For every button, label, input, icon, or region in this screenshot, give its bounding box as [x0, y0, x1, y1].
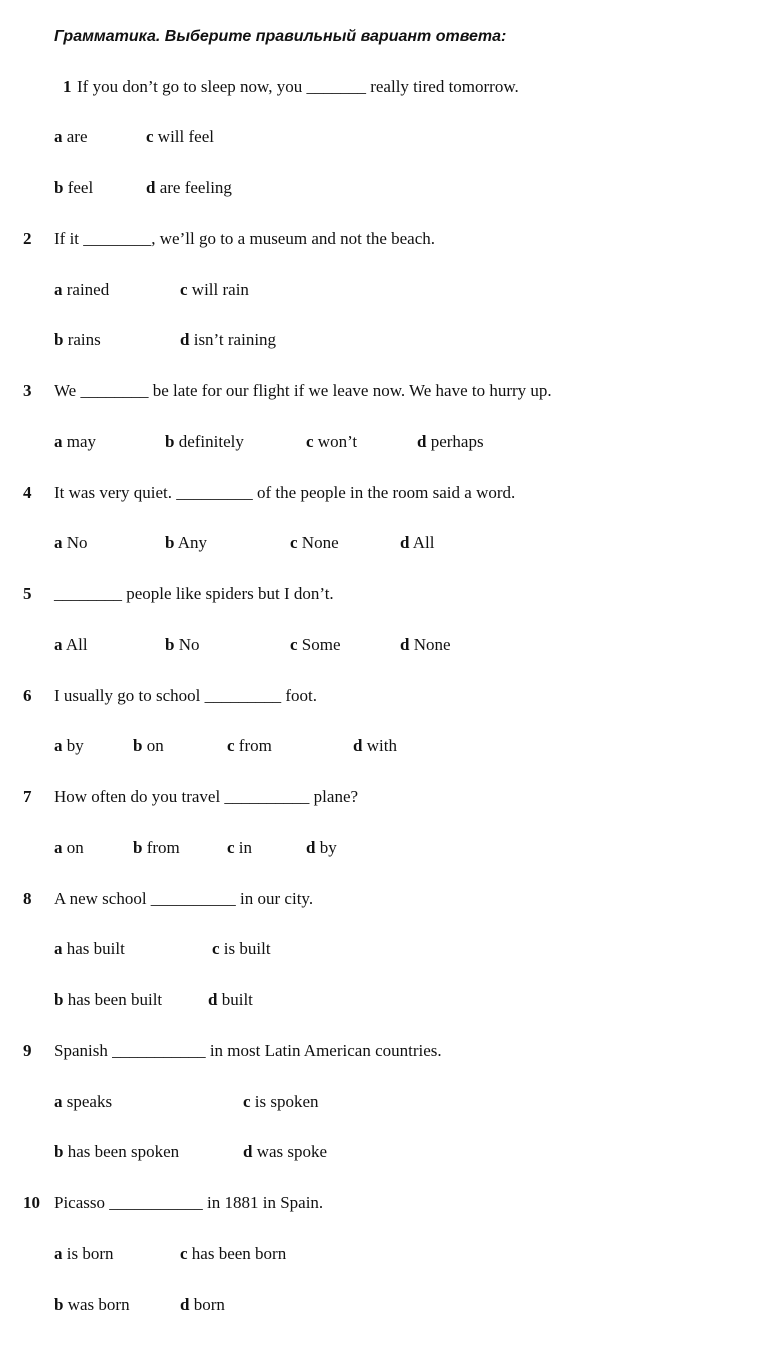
option-text: by	[319, 838, 337, 857]
question-text: A new school __________ in our city.	[54, 889, 314, 908]
option-letter: d	[400, 533, 410, 552]
question-number: 5	[23, 584, 32, 603]
option-text: on	[146, 736, 164, 755]
option-d[interactable]	[417, 432, 484, 452]
option-text: in	[238, 838, 253, 857]
question-text: Picasso ___________ in 1881 in Spain.	[54, 1193, 324, 1212]
option-letter: d	[400, 635, 410, 654]
question-text: How often do you travel __________ plane?	[54, 787, 359, 806]
option-c[interactable]	[227, 838, 252, 858]
option-text: isn’t raining	[193, 330, 277, 349]
option-text: No	[66, 533, 88, 552]
question-number: 2	[23, 229, 32, 248]
option-d[interactable]	[180, 330, 276, 350]
question-text: It was very quiet. _________ of the people in the room said a word.	[54, 483, 516, 502]
option-c[interactable]	[290, 635, 341, 655]
question-text: If you don’t go to sleep now, you _______ really tired tomorrow.	[77, 77, 519, 96]
option-b[interactable]	[133, 838, 180, 858]
option-text: by	[66, 736, 84, 755]
option-letter: c	[146, 127, 154, 146]
option-a[interactable]	[54, 838, 84, 858]
option-letter: d	[417, 432, 427, 451]
option-letter: b	[165, 635, 175, 654]
option-letter: c	[290, 533, 298, 552]
option-letter: c	[306, 432, 314, 451]
option-b[interactable]	[133, 736, 164, 756]
option-text: None	[301, 533, 339, 552]
option-letter: a	[54, 635, 63, 654]
option-text: was born	[67, 1295, 130, 1314]
option-text: Any	[177, 533, 208, 552]
option-d[interactable]	[400, 635, 451, 655]
option-letter: b	[133, 838, 143, 857]
option-text: will feel	[157, 127, 214, 146]
option-d[interactable]	[208, 990, 253, 1010]
question-number: 7	[23, 787, 32, 806]
question-number: 10	[23, 1193, 40, 1212]
option-text: All	[412, 533, 435, 552]
option-c[interactable]	[146, 127, 214, 147]
question-text: ________ people like spiders but I don’t.	[54, 584, 334, 603]
option-text: was spoke	[256, 1142, 328, 1161]
option-text: born	[193, 1295, 225, 1314]
option-letter: a	[54, 127, 63, 146]
option-text: rained	[66, 280, 110, 299]
question-number: 1	[63, 77, 72, 96]
option-text: from	[238, 736, 272, 755]
option-a[interactable]	[54, 939, 125, 959]
option-b[interactable]	[165, 635, 200, 655]
option-text: All	[65, 635, 88, 654]
option-a[interactable]	[54, 1244, 114, 1264]
option-text: with	[366, 736, 397, 755]
option-a[interactable]	[54, 432, 96, 452]
option-b[interactable]	[54, 178, 93, 198]
option-letter: d	[353, 736, 363, 755]
option-text: has built	[66, 939, 125, 958]
option-d[interactable]	[353, 736, 397, 756]
question-text: If it ________, we’ll go to a museum and not the beach.	[54, 229, 435, 248]
option-text: is born	[66, 1244, 114, 1263]
option-letter: d	[306, 838, 316, 857]
option-text: are	[66, 127, 88, 146]
question-number: 6	[23, 686, 32, 705]
option-c[interactable]	[306, 432, 357, 452]
option-d[interactable]	[306, 838, 337, 858]
option-letter: a	[54, 838, 63, 857]
option-text: rains	[67, 330, 101, 349]
option-text: feel	[67, 178, 94, 197]
option-text: Some	[301, 635, 341, 654]
option-b[interactable]	[54, 1142, 179, 1162]
option-text: is spoken	[254, 1092, 319, 1111]
option-letter: b	[54, 1142, 64, 1161]
option-a[interactable]	[54, 635, 88, 655]
option-text: has been spoken	[67, 1142, 180, 1161]
option-c[interactable]	[212, 939, 271, 959]
option-letter: c	[227, 736, 235, 755]
option-letter: b	[133, 736, 143, 755]
option-a[interactable]	[54, 533, 88, 553]
question-number: 4	[23, 483, 32, 502]
option-a[interactable]	[54, 1092, 112, 1112]
question-text: We ________ be late for our flight if we leave now. We have to hurry up.	[54, 381, 552, 400]
option-b[interactable]	[165, 533, 207, 553]
option-a[interactable]	[54, 280, 109, 300]
option-letter: d	[180, 330, 190, 349]
option-text: may	[66, 432, 97, 451]
option-d[interactable]	[180, 1295, 225, 1315]
option-text: is built	[223, 939, 271, 958]
option-letter: d	[243, 1142, 253, 1161]
option-text: has been born	[191, 1244, 287, 1263]
option-letter: b	[54, 990, 64, 1009]
option-c[interactable]	[227, 736, 272, 756]
option-letter: a	[54, 280, 63, 299]
option-b[interactable]	[54, 330, 101, 350]
option-letter: a	[54, 1092, 63, 1111]
option-text: None	[413, 635, 451, 654]
option-letter: d	[146, 178, 156, 197]
option-text: perhaps	[430, 432, 484, 451]
option-letter: a	[54, 533, 63, 552]
question-number: 3	[23, 381, 32, 400]
option-d[interactable]	[146, 178, 232, 198]
option-c[interactable]	[180, 280, 249, 300]
option-text: will rain	[191, 280, 249, 299]
option-letter: c	[227, 838, 235, 857]
option-letter: a	[54, 939, 63, 958]
option-c[interactable]	[180, 1244, 286, 1264]
option-text: built	[221, 990, 253, 1009]
option-letter: a	[54, 1244, 63, 1263]
option-letter: a	[54, 736, 63, 755]
option-letter: b	[54, 1295, 64, 1314]
option-a[interactable]	[54, 127, 88, 147]
option-letter: b	[54, 178, 64, 197]
option-b[interactable]	[165, 432, 244, 452]
question-text: Spanish ___________ in most Latin American countries.	[54, 1041, 442, 1060]
option-letter: b	[165, 432, 175, 451]
page-heading: Грамматика. Выберите правильный вариант ответа:	[54, 28, 507, 45]
option-text: No	[178, 635, 200, 654]
option-letter: d	[180, 1295, 190, 1314]
option-letter: c	[180, 280, 188, 299]
option-d[interactable]	[243, 1142, 327, 1162]
option-text: are feeling	[159, 178, 232, 197]
option-text: has been built	[67, 990, 163, 1009]
option-b[interactable]	[54, 1295, 130, 1315]
option-text: on	[66, 838, 84, 857]
option-letter: c	[212, 939, 220, 958]
option-letter: c	[290, 635, 298, 654]
option-text: from	[146, 838, 180, 857]
question-text: I usually go to school _________ foot.	[54, 686, 318, 705]
option-letter: b	[54, 330, 64, 349]
option-b[interactable]	[54, 990, 162, 1010]
option-d[interactable]	[400, 533, 435, 553]
question-number: 9	[23, 1041, 32, 1060]
option-text: speaks	[66, 1092, 113, 1111]
option-a[interactable]	[54, 736, 84, 756]
option-letter: a	[54, 432, 63, 451]
option-letter: c	[243, 1092, 251, 1111]
option-letter: d	[208, 990, 218, 1009]
option-letter: c	[180, 1244, 188, 1263]
option-text: definitely	[178, 432, 244, 451]
option-c[interactable]	[290, 533, 339, 553]
option-c[interactable]	[243, 1092, 319, 1112]
option-letter: b	[165, 533, 175, 552]
option-text: won’t	[317, 432, 358, 451]
question-number: 8	[23, 889, 32, 908]
